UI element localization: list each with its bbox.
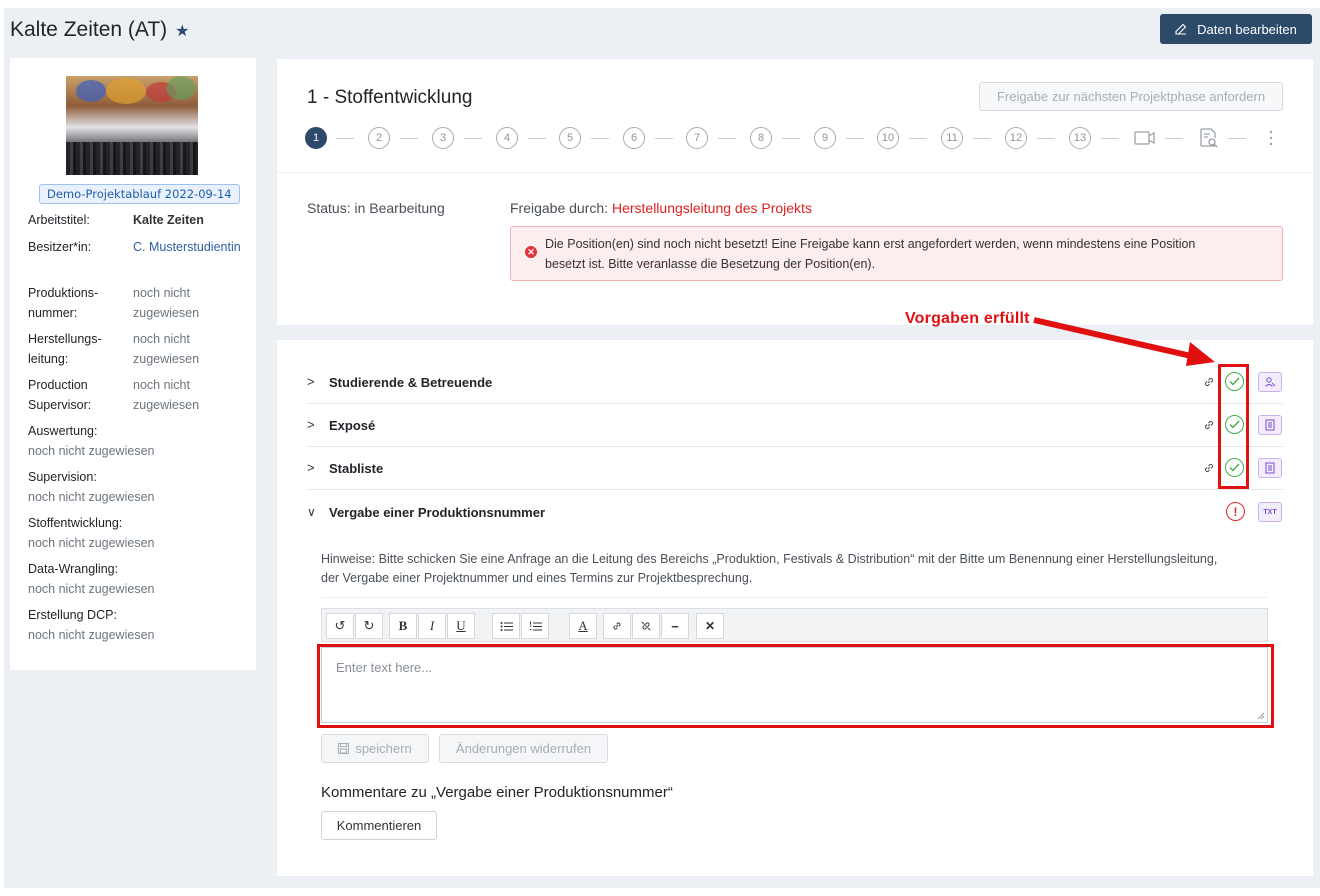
info-row-supervision [28, 468, 248, 507]
edit-data-button[interactable] [1160, 14, 1312, 44]
bullet-list-icon[interactable] [492, 613, 520, 639]
info-row-auswertung [28, 422, 248, 461]
info-row-stoffentwicklung [28, 514, 248, 553]
release-by-value: Herstellungsleitung des Projekts [611, 200, 812, 216]
info-value: noch nicht zugewiesen [133, 378, 200, 412]
step-connector [528, 138, 546, 139]
info-label: Erstellung DCP: [28, 608, 117, 622]
step-connector [846, 138, 864, 139]
revert-button[interactable]: Änderungen widerrufen [439, 734, 608, 763]
owner-link[interactable]: C. Musterstudientin [133, 240, 241, 254]
step-5[interactable]: 5 [559, 127, 581, 149]
requirements-card [277, 340, 1313, 876]
phase-title: 1 - Stoffentwicklung [307, 87, 473, 108]
phase-stepper [305, 126, 1285, 150]
horizontal-rule-icon[interactable]: − [661, 613, 689, 639]
release-by-label: Freigabe durch: [510, 200, 609, 216]
chevron-down-icon[interactable]: ∨ [307, 505, 316, 519]
info-row-data-wrangling [28, 560, 248, 599]
info-label: Besitzer*in: [28, 240, 92, 254]
info-value: noch nicht zugewiesen [28, 489, 155, 504]
info-value: noch nicht zugewiesen [28, 443, 155, 458]
video-camera-icon[interactable] [1133, 126, 1157, 150]
redo-icon[interactable]: ↻ [355, 613, 383, 639]
step-4[interactable]: 4 [496, 127, 518, 149]
favorite-star-icon[interactable]: ★ [175, 23, 190, 40]
project-template-badge: Demo-Projektablauf 2022-09-14 [39, 184, 240, 204]
position-alert [510, 226, 1283, 281]
annotation-label: Vorgaben erfüllt [905, 310, 1030, 327]
step-connector [400, 138, 418, 139]
step-1[interactable]: 1 [305, 127, 327, 149]
step-connector [909, 138, 927, 139]
release-by [510, 200, 812, 216]
accordion-item-stabliste[interactable] [307, 447, 1283, 490]
step-connector [973, 138, 991, 139]
unlink-icon[interactable] [632, 613, 660, 639]
accordion-title[interactable]: Exposé [329, 418, 376, 433]
phase-status: Status: in Bearbeitung [307, 200, 445, 216]
italic-icon[interactable]: I [418, 613, 446, 639]
alert-line-2: besetzt ist. Bitte veranlasse die Besetzung der Position(en). [545, 257, 876, 271]
edit-data-label: Daten bearbeiten [1197, 21, 1297, 37]
accordion-item-produktionsnummer[interactable] [307, 491, 1283, 534]
step-13[interactable]: 13 [1069, 127, 1091, 149]
info-label: Auswertung: [28, 424, 98, 438]
project-title [10, 18, 190, 42]
phase-card [277, 59, 1313, 325]
info-value: noch nicht zugewiesen [133, 286, 200, 320]
pencil-icon [1175, 23, 1187, 35]
hint-divider [321, 597, 1267, 598]
info-value: noch nicht zugewiesen [28, 581, 155, 596]
numbered-list-icon[interactable] [521, 613, 549, 639]
step-connector [464, 138, 482, 139]
document-button[interactable] [1258, 415, 1282, 435]
alert-line-1: Die Position(en) sind noch nicht besetzt! Eine Freigabe kann erst angefordert werden, wenn mindestens eine Position [545, 237, 1196, 251]
request-release-button[interactable]: Freigabe zur nächsten Projektphase anfordern [979, 82, 1283, 111]
underline-icon[interactable]: U [447, 613, 475, 639]
step-connector [591, 138, 609, 139]
step-11[interactable]: 11 [941, 127, 963, 149]
info-label: Production Supervisor: [28, 378, 92, 412]
step-8[interactable]: 8 [750, 127, 772, 149]
step-connector [1037, 138, 1055, 139]
bold-icon[interactable]: B [389, 613, 417, 639]
annotation-box-checks [1218, 364, 1249, 489]
chevron-right-icon[interactable]: > [307, 417, 315, 432]
save-label: speichern [355, 741, 412, 756]
floppy-disk-icon [338, 743, 349, 754]
error-icon: ✕ [525, 246, 537, 258]
info-value: Kalte Zeiten [133, 213, 204, 227]
comment-button[interactable]: Kommentieren [321, 811, 437, 840]
document-icon [1265, 462, 1275, 474]
save-button[interactable] [321, 734, 429, 763]
info-label: Data-Wrangling: [28, 562, 119, 576]
step-2[interactable]: 2 [368, 127, 390, 149]
card-divider [277, 172, 1313, 173]
info-value: noch nicht zugewiesen [133, 332, 200, 366]
chevron-right-icon[interactable]: > [307, 374, 315, 389]
link-icon[interactable] [1202, 461, 1216, 475]
step-connector [655, 138, 673, 139]
annotation-box-editor [317, 644, 1274, 728]
chevron-right-icon[interactable]: > [307, 460, 315, 475]
step-connector [336, 138, 354, 139]
info-label: Herstellungs-leitung: [28, 332, 102, 366]
step-connector [1228, 138, 1246, 139]
link-icon[interactable] [1202, 418, 1216, 432]
step-3[interactable]: 3 [432, 127, 454, 149]
document-icon [1265, 419, 1275, 431]
step-12[interactable]: 12 [1005, 127, 1027, 149]
clear-format-icon[interactable]: ✕ [696, 613, 724, 639]
step-connector [718, 138, 736, 139]
accordion-title[interactable]: Vergabe einer Produktionsnummer [329, 505, 546, 520]
more-vertical-icon[interactable] [1259, 126, 1283, 150]
step-connector [782, 138, 800, 139]
info-label: Stoffentwicklung: [28, 516, 123, 530]
person-search-button[interactable] [1258, 372, 1282, 392]
step-7[interactable]: 7 [686, 127, 708, 149]
warning-circle-icon: ! [1226, 502, 1245, 521]
txt-button[interactable]: TXT [1258, 502, 1282, 522]
info-label: Arbeitstitel: [28, 213, 90, 227]
undo-icon[interactable]: ↺ [326, 613, 354, 639]
info-label: Supervision: [28, 470, 97, 484]
info-label: Produktions-nummer: [28, 286, 99, 320]
step-6[interactable]: 6 [623, 127, 645, 149]
info-row-erstellung-dcp [28, 606, 248, 645]
section-hint: Hinweise: Bitte schicken Sie eine Anfrage an die Leitung des Bereichs „Produktion, Festivals & Distribution“ mit der Bitte um Benennung einer Herstellungsleitung, der Vergabe einer Projektnummer und eines Termins zur Projektbesprechung. [321, 552, 1218, 585]
step-9[interactable]: 9 [814, 127, 836, 149]
project-title-text: Kalte Zeiten (AT) [10, 18, 168, 41]
step-connector [1165, 138, 1183, 139]
info-value: noch nicht zugewiesen [28, 535, 155, 550]
annotation-arrow-icon [1030, 310, 1230, 380]
link-icon[interactable] [603, 613, 631, 639]
step-10[interactable]: 10 [877, 127, 899, 149]
document-search-icon[interactable] [1196, 126, 1220, 150]
editor-toolbar [321, 608, 1268, 642]
project-sidebar [10, 58, 256, 670]
step-connector [1101, 138, 1119, 139]
person-search-icon [1264, 376, 1276, 388]
accordion-item-expose[interactable] [307, 404, 1283, 447]
project-thumbnail-image [66, 76, 198, 175]
comments-title: Kommentare zu „Vergabe einer Produktionsnummer“ [321, 784, 673, 801]
info-value: noch nicht zugewiesen [28, 627, 155, 642]
text-color-icon[interactable]: A [569, 613, 597, 639]
document-button[interactable] [1258, 458, 1282, 478]
accordion-title[interactable]: Stabliste [329, 461, 384, 476]
accordion-title[interactable]: Studierende & Betreuende [329, 375, 493, 390]
